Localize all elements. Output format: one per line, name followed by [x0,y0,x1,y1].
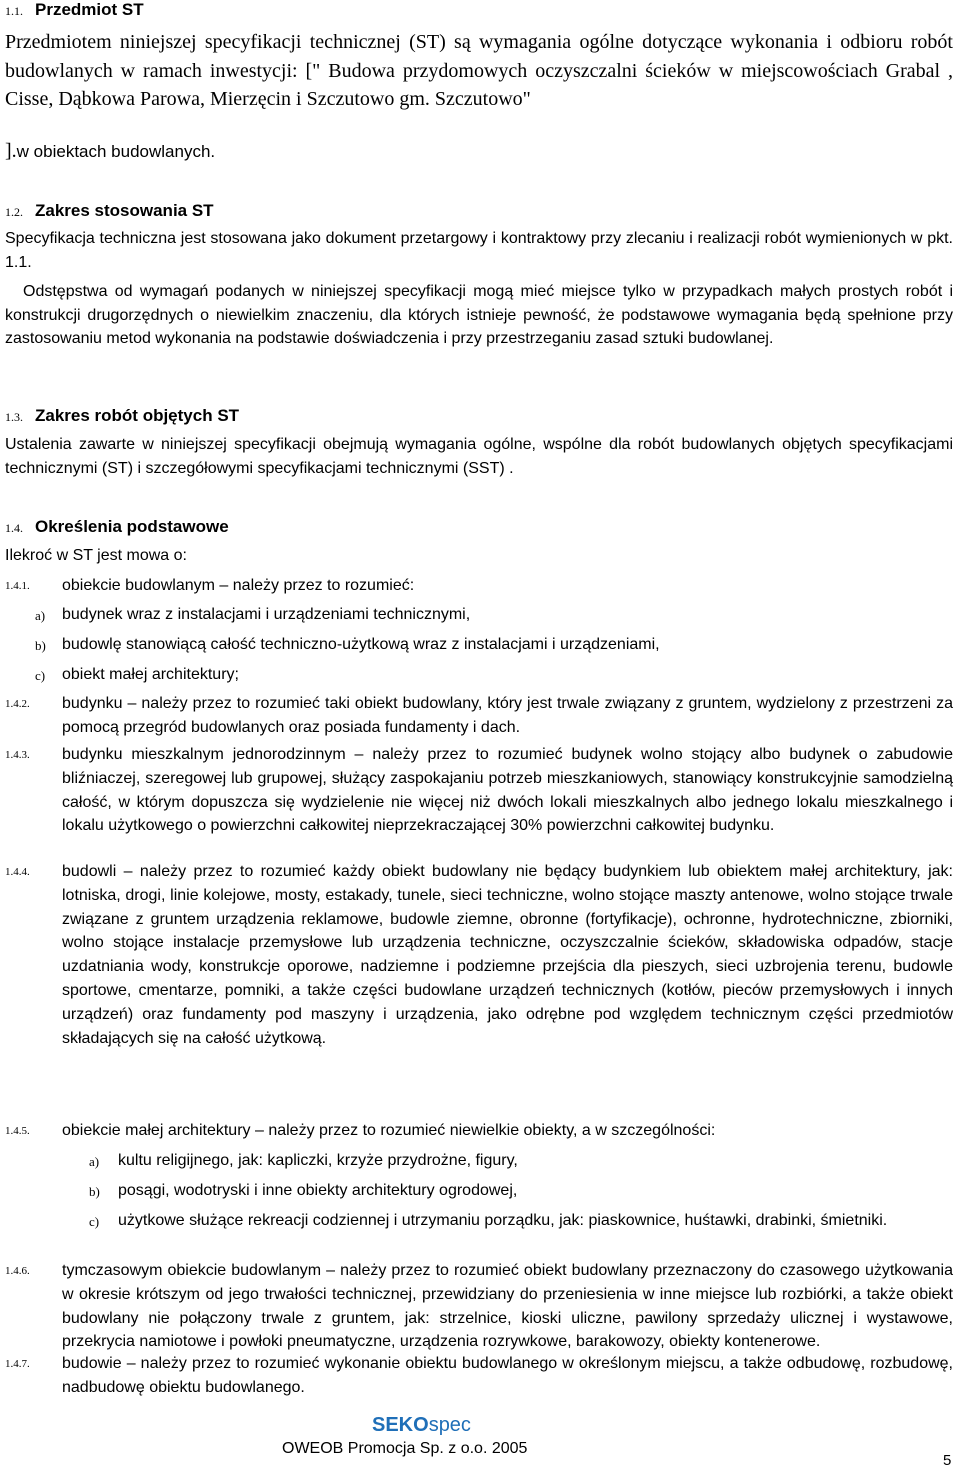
definition-1-4-6: tymczasowym obiekcie budowlanym – należy przez to rozumieć obiekt budowlany przeznaczony do czasowego użytkowania w okresie krótszym od jego trwałości technicznej, przewidziany do przeniesienia w inne miejsce lub rozbiórki, a także obiekt budowlany nie połączony trwale z gruntem, jak: strzelnice, kioski uliczne, pawilony sprzedaży ulicznej i wystawowe, przekrycia namiotowe i powłoki pneumatyczne, urządzenia rozrywkowe, barakowozy, obiekty kontenerowe. [62,1262,953,1351]
logo-bold-part: SEKO [372,1414,429,1436]
definition-number: 1.4.4. [5,866,30,878]
definition-1-4-4: budowli – należy przez to rozumieć każdy obiekt budowlany nie będący budynkiem lub obiektem małej architektury, jak: lotniska, drogi, linie kolejowe, mosty, estakady, tunele, sieci techniczne, wolno stojące maszty antenowe, wolno stojące trwale związane z gruntem urządzenia reklamowe, budowle ziemne, obronne (fortyfikacje), ochronne, hydrotechniczne, zbiorniki, wolno stojące instalacje przemysłowe lub urządzenia techniczne, oczyszczalnie ścieków, składowiska odpadów, stacje uzdatniania wody, konstrukcje oporowe, nadziemne i podziemne przejścia dla pieszych, sieci uzbrojenia terenu, budowle sportowe, cmentarze, pomniki, a także części budowlane urządzeń technicznych (kotłów, pieców przemysłowych i innych urządzeń) oraz fundamenty pod maszyny i urządzenia, jako odrębne pod względem technicznym części przedmiotów składających się na całość użytkową. [62,863,953,1047]
section-1-3-paragraph: Ustalenia zawarte w niniejszej specyfikacji obejmują wymagania ogólne, wspólne dla robót budowlanych objętych specyfikacjami technicznymi (ST) i szczegółowymi specyfikacjami technicznymi (SST) . [5,436,953,477]
section-title: Określenia podstawowe [35,517,229,536]
list-label: a) [35,608,46,623]
definition-number: 1.4.5. [5,1125,30,1137]
definition-number: 1.4.2. [5,698,30,710]
definition-1-4-1: obiekcie budowlanym – należy przez to rozumieć: [62,577,415,594]
section-1-3-heading [5,406,239,426]
list-item: posągi, wodotryski i inne obiekty architektury ogrodowej, [118,1182,518,1199]
section-1-4-intro: Ilekroć w ST jest mowa o: [5,547,187,564]
tail-text: w obiektach budowlanych. [16,142,216,161]
section-number: 1.1. [5,4,23,18]
section-number: 1.3. [5,410,23,424]
list-item: kultu religijnego, jak: kapliczki, krzyże przydrożne, figury, [118,1152,518,1169]
list-item: budynek wraz z instalacjami i urządzeniami technicznymi, [62,606,471,623]
definition-1-4-3: budynku mieszkalnym jednorodzinnym – należy przez to rozumieć budynek wolno stojący albo budynek o zabudowie bliźniaczej, szeregowej lub grupowej, służący zaspokajaniu potrzeb mieszkaniowych, stanowiący konstrukcyjnie samodzielną całość, w którym dopuszcza się wydzielenie nie więcej niż dwóch lokali mieszkalnych albo jednego lokalu mieszkalnego i lokalu użytkowego o powierzchni całkowitej nieprzekraczającej 30% powierzchni całkowitej budynku. [62,746,953,835]
page-number: 5 [943,1452,952,1469]
section-1-2-paragraph-1: Specyfikacja techniczna jest stosowana jako dokument przetargowy i kontraktowy przy zlecaniu i realizacji robót wymienionych w pkt. 1.1. [5,230,953,271]
definition-number: 1.4.7. [5,1358,30,1370]
list-label: b) [35,638,46,653]
definition-1-4-7: budowie – należy przez to rozumieć wykonanie obiektu budowlanego w określonym miejscu, a także odbudowę, rozbudowę, nadbudowę obiektu budowlanego. [62,1355,953,1396]
section-1-2-heading [5,201,214,221]
footer-company: OWEOB Promocja Sp. z o.o. 2005 [282,1440,528,1457]
list-item: obiekt małej architektury; [62,666,239,683]
definition-number: 1.4.6. [5,1265,30,1277]
definition-number: 1.4.3. [5,749,30,761]
section-1-2-paragraph-2: Odstępstwa od wymagań podanych w niniejszej specyfikacji mogą mieć miejsce tylko w przypadkach małych prostych robót i konstrukcji drugorzędnych o niewielkim znaczeniu, dla których istnieje pewność, że podstawowe wymagania będą spełnione przy zastosowaniu metod wykonania na podstawie doświadczenia i przy przestrzeganiu zasad sztuki budowlanej. [5,283,953,348]
section-title: Przedmiot ST [35,0,144,19]
section-1-1-tail [5,140,215,163]
logo-light-part: spec [428,1414,471,1436]
section-number: 1.4. [5,521,23,535]
definition-1-4-2: budynku – należy przez to rozumieć taki obiekt budowlany, który jest trwale związany z gruntem, wydzielony z przestrzeni za pomocą przegród budowlanych oraz posiada fundamenty i dach. [62,695,953,736]
definition-number: 1.4.1. [5,580,30,592]
section-title: Zakres stosowania ST [35,201,214,220]
section-title: Zakres robót objętych ST [35,406,240,425]
footer-logo [372,1414,471,1437]
section-1-1-paragraph: Przedmiotem niniejszej specyfikacji technicznej (ST) są wymagania ogólne dotyczące wykonania i odbioru robót budowlanych w ramach inwestycji: [" Budowa przydomowych oczyszczalni ścieków w miejscowościach Grabal , Cisse, Dąbkowa Parowa, Mierzęcin i Szczutowo gm. Szczutowo" [5,31,953,110]
section-1-4-heading [5,517,229,537]
list-item: użytkowe służące rekreacji codziennej i utrzymaniu porządku, jak: piaskownice, huśtawki, drabinki, śmietniki. [118,1212,888,1229]
definition-1-4-5: obiekcie małej architektury – należy przez to rozumieć niewielkie obiekty, a w szczególności: [62,1122,716,1139]
section-1-1-heading [5,0,144,20]
list-item: budowlę stanowiącą całość techniczno-użytkową wraz z instalacjami i urządzeniami, [62,636,660,653]
list-label: a) [89,1154,100,1169]
section-number: 1.2. [5,205,23,219]
list-label: c) [89,1214,100,1229]
list-label: b) [89,1184,100,1199]
list-label: c) [35,668,46,683]
closing-bracket: ]. [5,140,17,162]
